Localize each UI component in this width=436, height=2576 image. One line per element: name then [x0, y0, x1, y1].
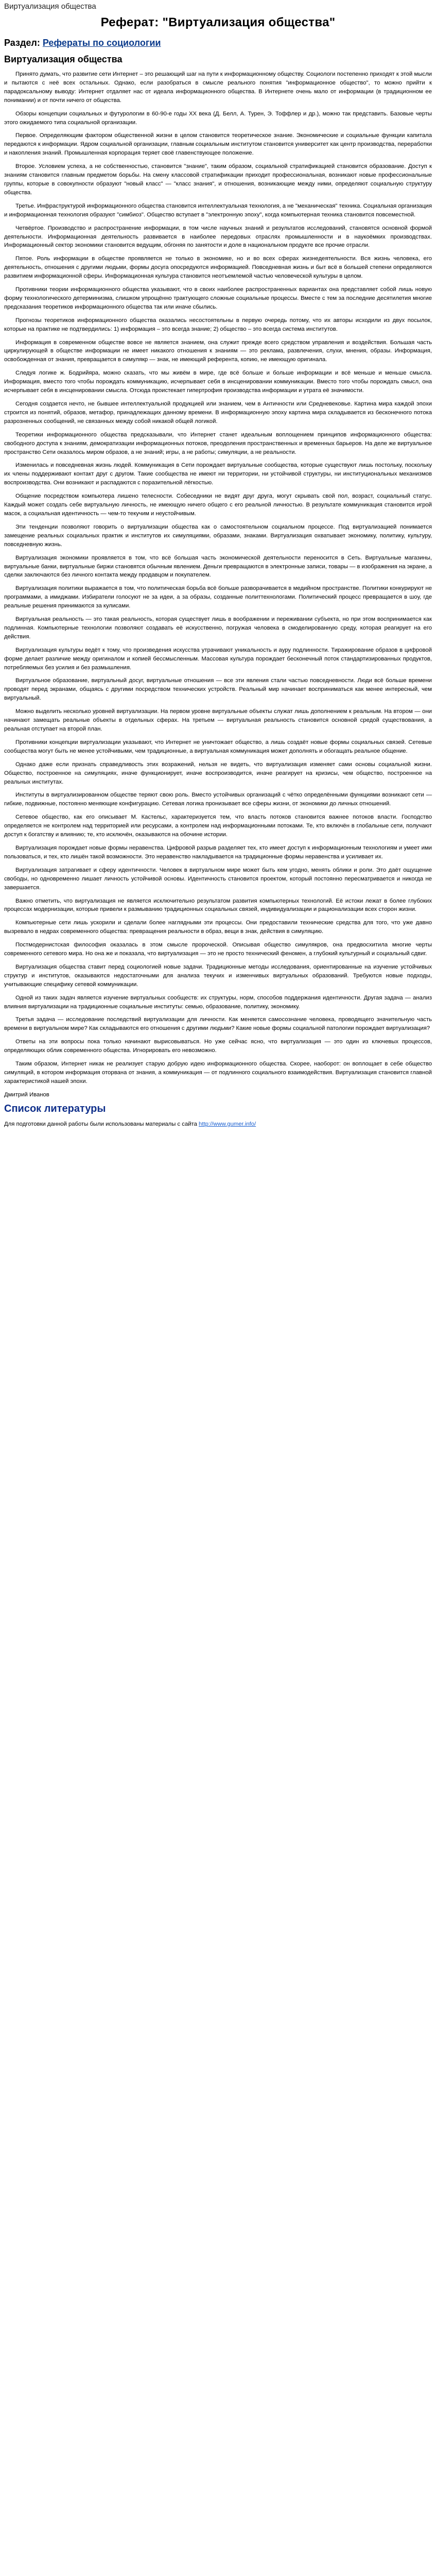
article-paragraph: Обзоры концепции социальных и футурологии в 60-90-е годы ХХ века (Д. Белл, А. Турен, Э. Тоффлер и др.), можно так представить. Базовые черты этого ожидаемого типа социальной организации. [4, 110, 432, 126]
article-paragraph: Противники теории информационного общества указывают, что в своих наиболее распространенных вариантах она представляет собой лишь новую форму технологического детерминизма, слишком упрощённо трактующего сложные социальные процессы. Вместе с тем за последние десятилетия многие предсказания теоретиков информационного общества так или иначе сбылись. [4, 286, 432, 310]
article-paragraph: Виртуальное образование, виртуальный досуг, виртуальные отношения — все эти явления стали частью повседневности. Люди всё больше времени проводят перед экранами, общаясь с другими посредством технических устройств. Реальный мир начинает восприниматься как менее интересный, чем виртуальный. [4, 677, 432, 702]
section-link[interactable]: Рефераты по социологии [42, 38, 161, 48]
section-line [4, 37, 432, 48]
article-paragraph: Теоретики информационного общества предсказывали, что Интернет станет идеальным воплощением принципов информационного общества: свободного доступа к знаниям, демократизации информационных потоков, преодоления пространственных и временных барьеров. На деле же виртуальное пространство Сети оказалось миром образов, а не знаний; игры, а не работы; симуляции, а не реальности. [4, 431, 432, 455]
article-paragraph: Прогнозы теоретиков информационного общества оказались несостоятельны в первую очередь потому, что их авторы исходили из двух посылок, которые на практике не подтвердились: 1) информация – это всегда знание; 2) общество – это всегда система институтов. [4, 317, 432, 332]
article-paragraph: Третья задача — исследование последствий виртуализации для личности. Как меняется самосознание человека, проводящего значительную часть времени в виртуальном мире? Как складываются его отношения с другими людьми? Какие новые формы социальной патологии порождает виртуализация? [4, 1016, 432, 1032]
article-paragraph: Важно отметить, что виртуализация не является исключительно результатом развития компьютерных технологий. Её истоки лежат в более глубоких процессах модернизации, которые привели к размыванию традиционных социальных связей, индивидуализации и рационализации всех сторон жизни. [4, 897, 432, 913]
article-paragraph: Эти тенденции позволяют говорить о виртуализации общества как о самостоятельном социальном процессе. Под виртуализацией понимается замещение реальных социальных практик и институтов их симуляциями, образами, знаками. Виртуализация охватывает экономику, политику, культуру, повседневную жизнь. [4, 523, 432, 548]
article-paragraph: Виртуализация общества ставит перед социологией новые задачи. Традиционные методы исследования, ориентированные на изучение устойчивых структур и институтов, оказываются недостаточными для анализа текучих и изменчивых виртуальных образований. Требуются новые подходы, учитывающие специфику сетевой коммуникации. [4, 963, 432, 988]
referat-title: Реферат: "Виртуализация общества" [100, 15, 336, 29]
article-paragraph: Пятое. Роль информации в обществе проявляется не только в экономике, но и во всех сферах жизнедеятельности. Вся жизнь человека, его деятельность, отношения с другими людьми, формы досуга опосредуются информацией. Повседневная жизнь и быт всё в большей степени определяются развитием информационной сферы. Информационная культура становится неотъемлемой частью человеческой культуры в целом. [4, 256, 432, 280]
sources-note-text: Для подготовки данной работы были использованы материалы с сайта [4, 1121, 199, 1127]
article-paragraph: Виртуализация культуры ведёт к тому, что произведения искусства утрачивают уникальность и ауру подлинности. Тиражирование образов в цифровой форме делает различие между оригиналом и копией бессмысленным. Массовая культура порождает бесконечный поток стандартизированных продуктов, потребляемых без усилия и без размышления. [4, 647, 432, 671]
section-prefix: Раздел: [4, 38, 40, 48]
article-paragraph: Второе. Условием успеха, а не собственностью, становится "знание", таким образом, социальной стратификацией становится образование. Доступ к знаниям становится главным предметом борьбы. На смену классовой стратификации приходит профессиональная, возникают новые профессиональные группы, которые в совокупности образуют "новый класс" — "класс знания", и отношения, возникающие между ними, определяют социальную структуру общества. [4, 163, 432, 196]
article-paragraph: Принято думать, что развитие сети Интернет – это решающий шаг на пути к информационному обществу. Социологи постепенно приходят к этой мысли и пытаются с неё всех остальных. Однако, если разобраться в смысле реального понятия "информационное общество", то можно прийти к парадоксальному выводу: Интернет отдаляет нас от идеала информационного общества. В Интернете очень мало от информации (в традиционном ее понимании) и от почти ничего от общества. [4, 71, 432, 104]
article-paragraph: Противники концепции виртуализации указывают, что Интернет не уничтожает общество, а лишь создаёт новые формы социальных связей. Сетевые сообщества могут быть не менее устойчивыми, чем традиционные, а виртуальная коммуникация может дополнять и обогащать реальное общение. [4, 739, 432, 754]
article-paragraph: Сетевое общество, как его описывает М. Кастельс, характеризуется тем, что власть потоков становится важнее потоков власти. Господство определяется не контролем над территорией или ресурсами, а контролем над информационными потоками. Те, кто включён в глобальные сети, получают доступ к богатству и влиянию; те, кто исключён, оказываются на обочине истории. [4, 814, 432, 838]
article-paragraph: Однако даже если признать справедливость этих возражений, нельзя не видеть, что виртуализация изменяет сами основы социальной жизни. Общество, построенное на симуляциях, иначе функционирует, иначе воспроизводится, иначе реагирует на кризисы, чем общество, построенное на реальных институтах. [4, 761, 432, 785]
article-paragraph: Следуя логике ж. Бодрийяра, можно сказать, что мы живём в мире, где всё больше и больше информации и всё меньше и меньше смысла. Информация, вместо того чтобы порождать коммуникацию, исчерпывает себя в инсценировании коммуникации. Вместо того чтобы порождать смысл, она исчерпывает себя в инсценировании смысла. Отсюда проистекает гипертрофия производства информации и утрата её значимости. [4, 370, 432, 394]
page [0, 0, 436, 1128]
article-paragraph: Институты в виртуализированном обществе теряют свою роль. Вместо устойчивых организаций с чётко определёнными функциями возникают сети — гибкие, подвижные, постоянно меняющие конфигурацию. Сетевая логика пронизывает все сферы жизни, от экономики до личных отношений. [4, 792, 432, 807]
subject-title: Виртуализация общества [4, 54, 123, 64]
article-paragraph: Четвёртое. Производство и распространение информации, в том числе научных знаний и результатов исследований, становятся основной формой деятельности. Информационная деятельность развивается в наиболее передовых отраслях промышленности и в наукоёмких производствах. Информационный сектор экономики становится ведущим, обгоняя по занятости и доле в национальном продукте все прочие отрасли. [4, 225, 432, 249]
article-paragraph: Виртуализация затрагивает и сферу идентичности. Человек в виртуальном мире может быть кем угодно, менять облики и роли. Это даёт ощущение свободы, но одновременно лишает личность устойчивой основы. Идентичность становится проектом, который постоянно пересматривается и никогда не завершается. [4, 867, 432, 891]
article-paragraph: Постмодернистская философия оказалась в этом смысле пророческой. Описывая общество симулякров, она предвосхитила многие черты современного сетевого мира. Но она же и показала, что виртуализация — это не просто технический феномен, а глубокий культурный и социальный сдвиг. [4, 942, 432, 957]
source-link[interactable]: http://www.gumer.info/ [199, 1121, 256, 1127]
article-paragraph: Общение посредством компьютера лишено телесности. Собеседники не видят друг друга, могут скрывать свой пол, возраст, социальный статус. Каждый может создать себе виртуальную личность, не имеющую ничего общего с его реальной личностью. В результате коммуникация становится игрой масок, а социальная идентичность — чем-то текучим и неустойчивым. [4, 493, 432, 517]
article-paragraph: Виртуализация порождает новые формы неравенства. Цифровой разрыв разделяет тех, кто имеет доступ к информационным технологиям и умеет ими пользоваться, и тех, кто лишён такой возможности. Это неравенство накладывается на традиционные формы неравенства и усиливает их. [4, 844, 432, 860]
sources-title: Список литературы [4, 1103, 106, 1114]
sources-note [4, 1120, 432, 1128]
article-paragraph: Виртуализация политики выражается в том, что политическая борьба всё больше разворачивается в медийном пространстве. Политики конкурируют не программами, а имиджами. Избиратели голосуют не за идеи, а за образы, созданные политтехнологами. Политический процесс превращается в шоу, где реальные решения принимаются за кулисами. [4, 585, 432, 609]
article-paragraph: Информация в современном обществе вовсе не является знанием, она служит прежде всего средством управления и воздействия. Большая часть циркулирующей в обществе информации не имеет никакого отношения к знаниям — это реклама, развлечения, слухи, мнения, образы. Информация, освобожденная от знания, превращается в симулякр — знак, не имеющий референта, копию, не имеющую оригинала. [4, 339, 432, 363]
article-paragraph: Одной из таких задач является изучение виртуальных сообществ: их структуры, норм, способов поддержания идентичности. Другая задача — анализ влияния виртуализации на традиционные социальные институты: семью, образование, политику, экономику. [4, 994, 432, 1010]
article-paragraph: Третье. Инфраструктурой информационного общества становится интеллектуальная технология, а не "механическая" техника. Социальная организация и информационная технология образуют "симбиоз". Общество вступает в "электронную эпоху", когда компьютерная техника становится повсеместной. [4, 202, 432, 218]
article-paragraph: Сегодня создается нечто, не бывшее интеллектуальной продукцией или знанием, чем в Античности или Средневековье. Картина мира каждой эпохи строится из понятий, образов, метафор, принадлежащих данному времени. В информационную эпоху картина мира складывается из бесконечного потока разрозненных сообщений, не связанных между собой никакой общей логикой. [4, 401, 432, 425]
author-signature: Дмитрий Иванов [4, 1091, 49, 1098]
article-paragraph: Ответы на эти вопросы пока только начинают вырисовываться. Но уже сейчас ясно, что виртуализация — это один из ключевых процессов, определяющих облик современного общества. Игнорировать его невозможно. [4, 1039, 432, 1054]
article-paragraph: Таким образом, Интернет никак не реализует старую добрую идею информационного общества. Скорее, наоборот: он воплощает в себе общество симуляций, в котором информация оторвана от знания, а коммуникация — от подлинного социального взаимодействия. Виртуализация становится главной характеристикой нашей эпохи. [4, 1061, 432, 1084]
article-body [4, 70, 432, 1086]
article-paragraph: Виртуальная реальность — это такая реальность, которая существует лишь в воображении и переживании субъекта, но при этом воспринимается как подлинная. Компьютерные технологии позволяют создавать её искусственно, погружая человека в смоделированную среду, которая реагирует на его действия. [4, 616, 432, 640]
article-paragraph: Первое. Определяющим фактором общественной жизни в целом становится теоретическое знание. Экономические и социальные функции капитала передаются к информации. Ядром социальной организации, главным социальным институтом становится университет как центр производства, переработки и накопления знаний. Промышленная корпорация теряет своё главенствующее положение. [4, 132, 432, 157]
article-paragraph: Компьютерные сети лишь ускорили и сделали более наглядными эти процессы. Они предоставили технические средства для того, что уже давно вызревало в недрах современного общества: превращения реальности в образ, вещи в знак, действия в симуляцию. [4, 920, 432, 935]
article-paragraph: Виртуализация экономики проявляется в том, что всё большая часть экономической деятельности переносится в Сеть. Виртуальные магазины, виртуальные банки, виртуальные биржи становятся обычным явлением. Деньги превращаются в электронные записи, товары — в изображения на экране, а сделки заключаются без личного контакта между продавцом и покупателем. [4, 554, 432, 579]
article-paragraph: Можно выделить несколько уровней виртуализации. На первом уровне виртуальные объекты служат лишь дополнением к реальным. На втором — они начинают замещать реальные объекты в отдельных сферах. На третьем — виртуальная реальность становится основной средой существования, а реальная отступает на второй план. [4, 708, 432, 732]
article-paragraph: Изменилась и повседневная жизнь людей. Коммуникация в Сети порождает виртуальные сообщества, которые существуют лишь постольку, поскольку их члены поддерживают контакт друг с другом. Такие сообщества не имеют ни территории, ни устойчивой структуры, ни институциональных механизмов воспроизводства. Они возникают и распадаются с поразительной лёгкостью. [4, 462, 432, 486]
document-label: Виртуализация общества [4, 2, 96, 11]
